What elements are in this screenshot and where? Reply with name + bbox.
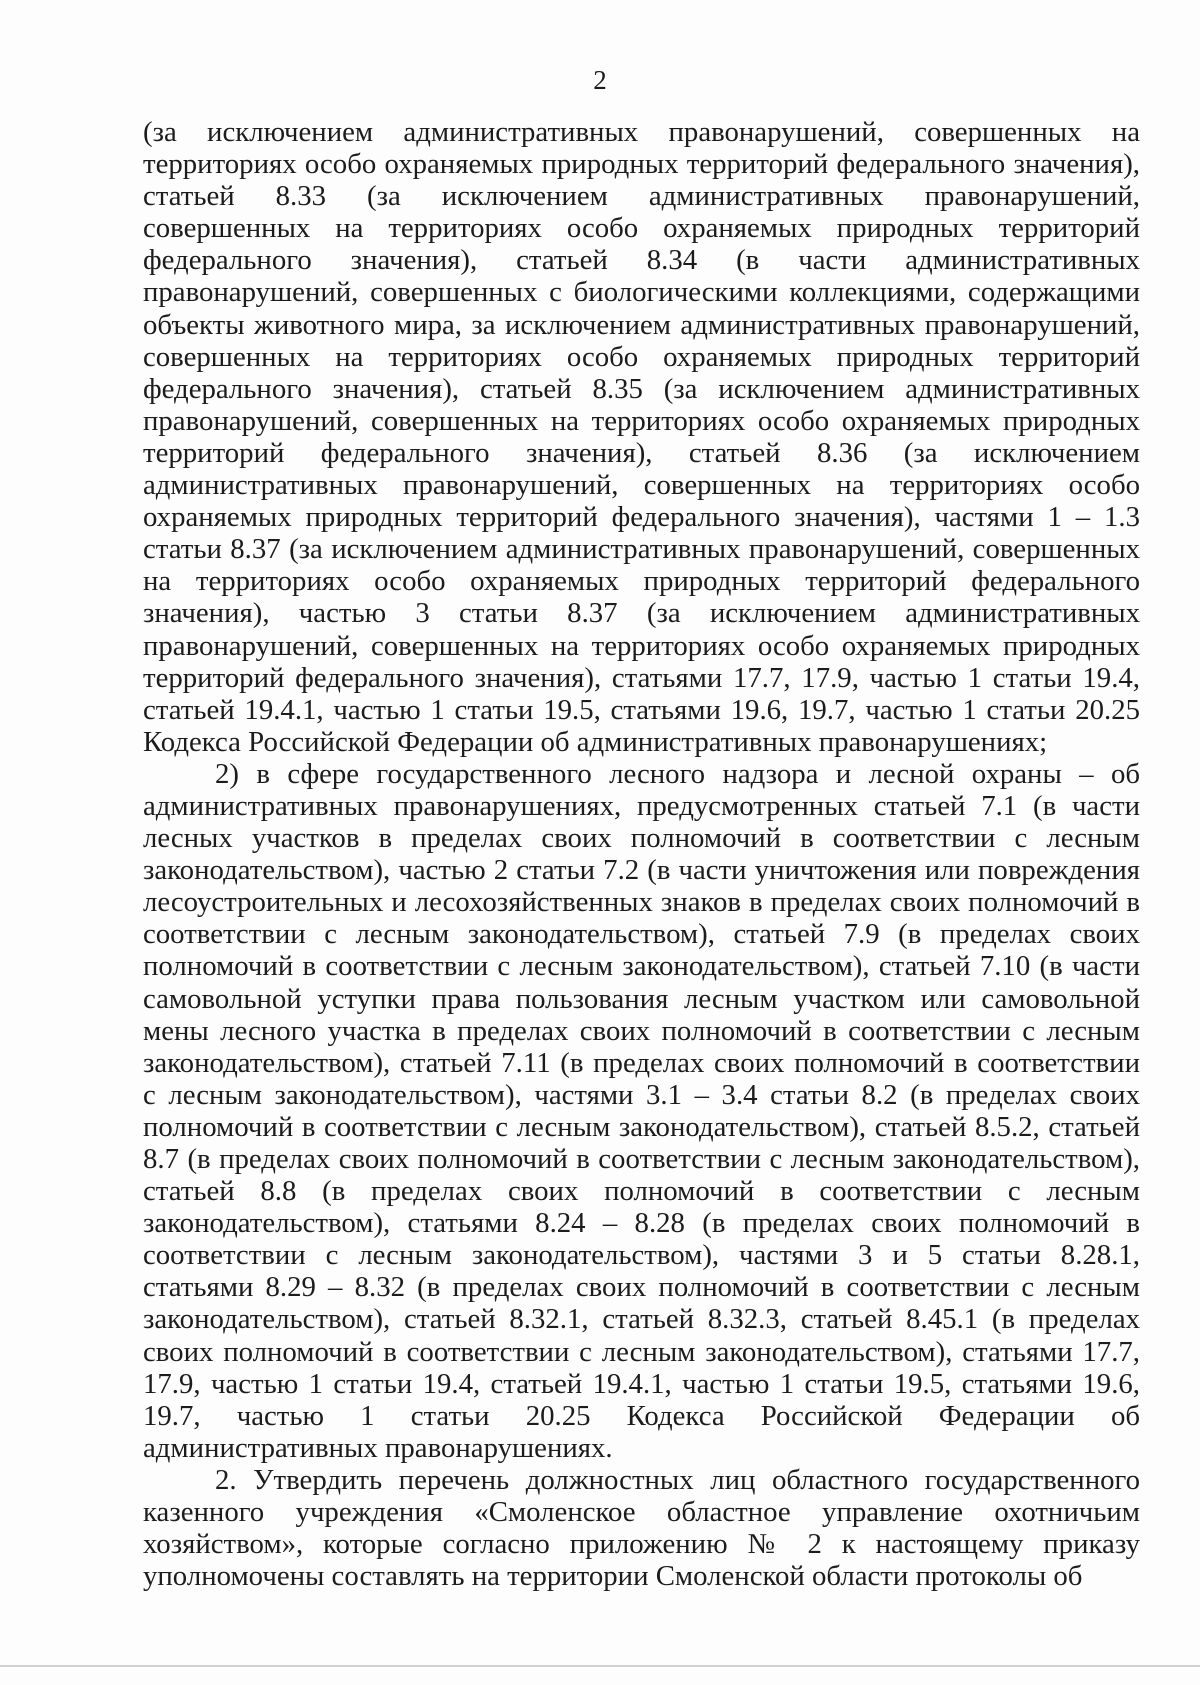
page-number: 2 — [593, 65, 607, 95]
paragraph-approve-list: 2. Утвердить перечень должностных лиц областного государственного казенного учреждения «Смоленское областное управление охотничьим хозяйством», которые согласно приложению № 2 к настоящему приказу уполномочены составлять на территории Смоленской области протоколы об — [143, 1463, 1140, 1593]
paragraph-continuation: (за исключением административных правонарушений, совершенных на территориях особо охраняемых природных территорий федерального значения), статьей 8.33 (за исключением административных правонарушений, совершенных на территориях особо охраняемых природных территорий федерального значения), статьей 8.34 (в части административных правонарушений, совершенных с биологическими коллекциями, содержащими объекты животного мира, за исключением административных правонарушений, совершенных на территориях особо охраняемых природных территорий федерального значения), статьей 8.35 (за исключением административных правонарушений, совершенных на территориях особо охраняемых природных территорий федерального значения), статьей 8.36 (за исключением административных правонарушений, совершенных на территориях особо охраняемых природных территорий федерального значения), частями 1 – 1.3 статьи 8.37 (за исключением административных правонарушений, совершенных на территориях особо охраняемых природных территорий федерального значения), частью 3 статьи 8.37 (за исключением административных правонарушений, совершенных на территориях особо охраняемых природных территорий федерального значения), статьями 17.7, 17.9, частью 1 статьи 19.4, статьей 19.4.1, частью 1 статьи 19.5, статьями 19.6, 19.7, частью 1 статьи 20.25 Кодекса Российской Федерации об административных правонарушениях; — [143, 116, 1140, 758]
document-body — [143, 116, 1140, 1592]
paragraph-forest-supervision: 2) в сфере государственного лесного надзора и лесной охраны – об административных правонарушениях, предусмотренных статьей 7.1 (в части лесных участков в пределах своих полномочий в соответствии с лесным законодательством), частью 2 статьи 7.2 (в части уничтожения или повреждения лесоустроительных и лесохозяйственных знаков в пределах своих полномочий в соответствии с лесным законодательством), статьей 7.9 (в пределах своих полномочий в соответствии с лесным законодательством), статьей 7.10 (в части самовольной уступки права пользования лесным участком или самовольной мены лесного участка в пределах своих полномочий в соответствии с лесным законодательством), статьей 7.11 (в пределах своих полномочий в соответствии с лесным законодательством), частями 3.1 – 3.4 статьи 8.2 (в пределах своих полномочий в соответствии с лесным законодательством), статьей 8.5.2, статьей 8.7 (в пределах своих полномочий в соответствии с лесным законодательством), статьей 8.8 (в пределах своих полномочий в соответствии с лесным законодательством), статьями 8.24 – 8.28 (в пределах своих полномочий в соответствии с лесным законодательством), частями 3 и 5 статьи 8.28.1, статьями 8.29 – 8.32 (в пределах своих полномочий в соответствии с лесным законодательством), статьей 8.32.1, статьей 8.32.3, статьей 8.45.1 (в пределах своих полномочий в соответствии с лесным законодательством), статьями 17.7, 17.9, частью 1 статьи 19.4, статьей 19.4.1, частью 1 статьи 19.5, статьями 19.6, 19.7, частью 1 статьи 20.25 Кодекса Российской Федерации об административных правонарушениях. — [143, 757, 1140, 1464]
scan-edge-line — [0, 1665, 1200, 1667]
